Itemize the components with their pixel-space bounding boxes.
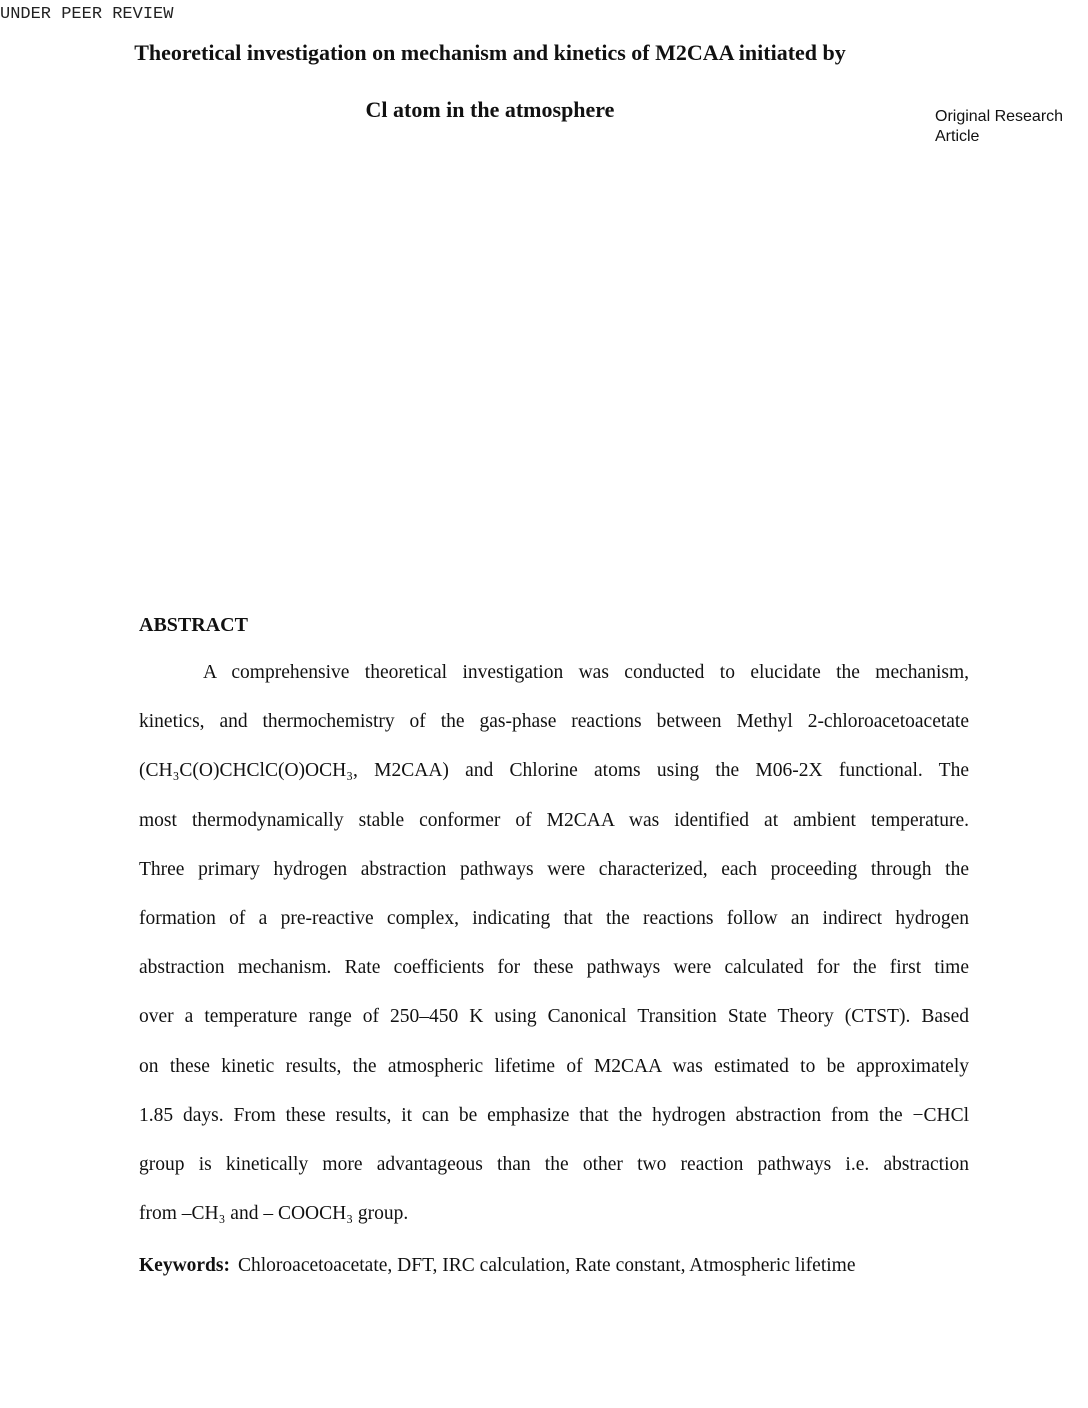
paper-title-line-2: Cl atom in the atmosphere: [365, 97, 615, 122]
abstract-line: from –CH₃ and – COOCH₃ group.: [139, 1203, 409, 1225]
abstract-line: 1.85 days. From these results, it can be emphasize that the hydrogen abstraction from the −CHCl: [139, 1104, 969, 1126]
abstract-line: abstraction mechanism. Rate coefficients for these pathways were calculated for the first time: [139, 957, 969, 979]
abstract-line: on these kinetic results, the atmospheric lifetime of M2CAA was estimated to be approximately: [139, 1055, 969, 1077]
paper-title-line-1: Theoretical investigation on mechanism and kinetics of M2CAA initiated by: [134, 40, 846, 65]
peer-review-watermark: UNDER PEER REVIEW: [0, 5, 174, 24]
article-type: [935, 107, 1085, 147]
abstract-line: A comprehensive theoretical investigation was conducted to elucidate the mechanism,: [203, 662, 969, 683]
article-type-line-2: Article: [935, 128, 980, 145]
keywords: [139, 1255, 856, 1277]
keywords-label: Keywords:: [139, 1255, 230, 1276]
abstract-line: kinetics, and thermochemistry of the gas-phase reactions between Methyl 2-chloroacetoacetate: [139, 711, 969, 733]
abstract-line: most thermodynamically stable conformer of M2CAA was identified at ambient temperature.: [139, 809, 969, 831]
abstract-line: over a temperature range of 250–450 K using Canonical Transition State Theory (CTST). Based: [139, 1006, 969, 1028]
abstract-line: (CH₃C(O)CHClC(O)OCH₃, M2CAA) and Chlorine atoms using the M06-2X functional. The: [139, 760, 969, 782]
abstract-line: group is kinetically more advantageous than the other two reaction pathways i.e. abstraction: [139, 1154, 969, 1175]
abstract-line: formation of a pre-reactive complex, indicating that the reactions follow an indirect hydrogen: [139, 908, 969, 929]
abstract-line: Three primary hydrogen abstraction pathways were characterized, each proceeding through the: [139, 858, 969, 880]
keywords-text: Chloroacetoacetate, DFT, IRC calculation, Rate constant, Atmospheric lifetime: [238, 1255, 856, 1276]
abstract-heading: ABSTRACT: [139, 614, 248, 636]
article-type-line-1: Original Research: [935, 108, 1064, 125]
